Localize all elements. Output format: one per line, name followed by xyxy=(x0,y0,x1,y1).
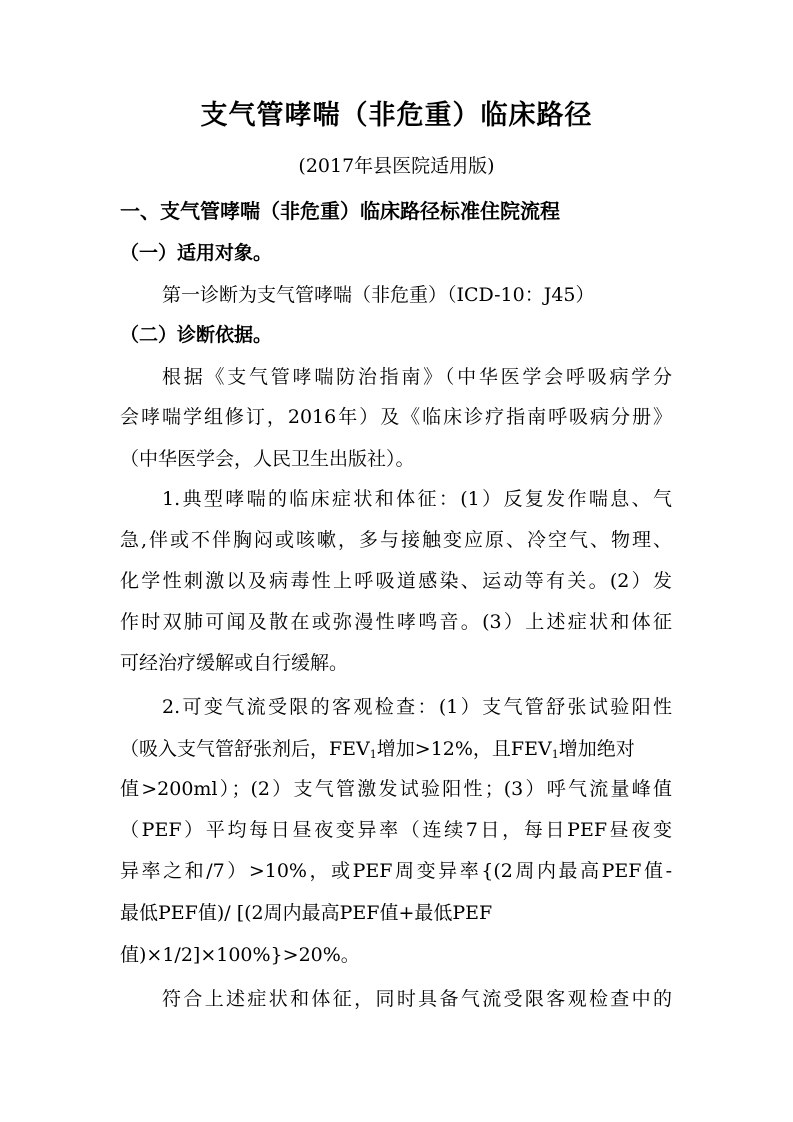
paragraph-line: 符合上述症状和体征，同时具备气流受限客观检查中的 xyxy=(162,988,672,1010)
paragraph-line: （中华医学会，人民卫生出版社）。 xyxy=(120,448,415,470)
paragraph-line: 作时双肺可闻及散在或弥漫性哮鸣音。(3）上述症状和体征 xyxy=(120,611,672,633)
paragraph-line: 急,伴或不伴胸闷或咳嗽，多与接触变应原、冷空气、物理、 xyxy=(120,529,672,551)
paragraph-line: 值)×1/2]×100%}>20%。 xyxy=(120,944,360,966)
paragraph-line: 化学性刺激以及病毒性上呼吸道感染、运动等有关。(2）发 xyxy=(120,570,672,592)
subscript: 1 xyxy=(369,748,377,761)
paragraph-line: （PEF）平均每日昼夜变异率（连续7日，每日PEF昼夜变 xyxy=(120,819,672,841)
paragraph-line: 异率之和/7）>10%，或PEF周变异率{(2周内最高PEF值- xyxy=(120,860,672,882)
paragraph-line: 会哮喘学组修订，2016年）及《临床诊疗指南呼吸病分册》 xyxy=(120,406,672,428)
section-heading: 一、支气管哮喘（非危重）临床路径标准住院流程 xyxy=(120,199,560,223)
paragraph-line-fev xyxy=(120,734,672,770)
paragraph-line: 根据《支气管哮喘防治指南》（中华医学会呼吸病学分 xyxy=(162,366,672,388)
page-title: 支气管哮喘（非危重）临床路径 xyxy=(200,100,593,131)
paragraph-line: 1.典型哮喘的临床症状和体征：(1）反复发作喘息、气 xyxy=(162,488,672,510)
text-segment: （吸入支气管舒张剂后，$FEV_1$增加>12%，且$FEV_1$增加绝对 xyxy=(120,738,635,761)
applicable-text: 第一诊断为支气管哮喘（非危重）（ICD-10：J45） xyxy=(162,284,595,306)
paragraph-line: 最低PEF值)/ [(2周内最高PEF值+最低PEF xyxy=(120,902,493,924)
paragraph-line: 2.可变气流受限的客观检查：(1）支气管舒张试验阳性 xyxy=(162,696,672,718)
subsection-heading-applicable: （一）适用对象。 xyxy=(120,242,273,264)
paragraph-line: 值>200ml）；(2）支气管激发试验阳性；(3）呼气流量峰值 xyxy=(120,778,672,800)
subsection-heading-diagnosis: （二）诊断依据。 xyxy=(120,324,273,346)
paragraph-line: 可经治疗缓解或自行缓解。 xyxy=(120,652,349,674)
subscript: 1 xyxy=(551,748,559,761)
page-subtitle: (2017年县医院适用版) xyxy=(298,155,495,177)
